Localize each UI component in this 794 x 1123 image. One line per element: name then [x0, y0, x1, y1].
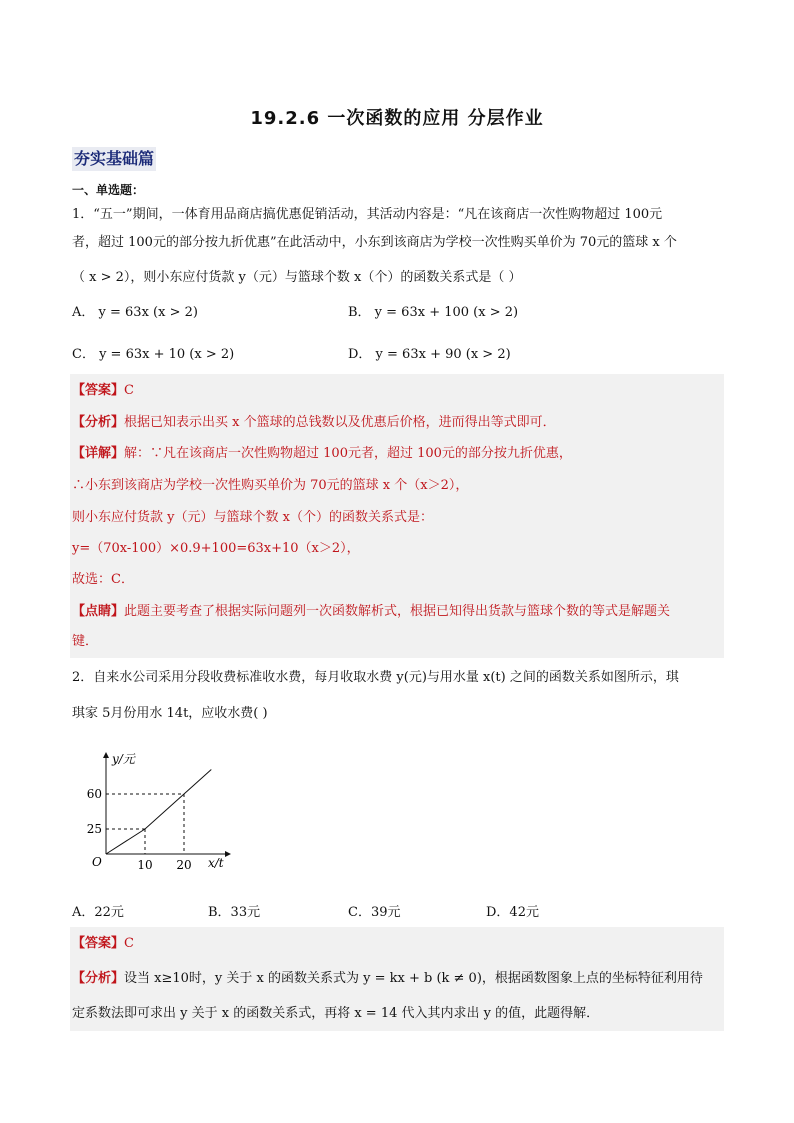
- q1-detail-5: 故选：C．: [72, 572, 134, 587]
- q2-option-a: A．22元: [72, 905, 124, 920]
- q2-option-d: D．42元: [486, 905, 539, 920]
- detail-text-1: 解：∵凡在该商店一次性购物超过 100元者，超过 100元的部分按九折优惠，: [124, 446, 572, 461]
- q1-comment-1: [72, 602, 670, 622]
- x-tick-label: 20: [176, 858, 192, 872]
- analysis-text: 根据已知表示出买 x 个篮球的总钱数以及优惠后价格，进而得出等式即可．: [124, 415, 556, 430]
- comment-tag: 【点睛】: [72, 604, 125, 619]
- fee-line: [106, 770, 211, 855]
- q1-line-3: （ x > 2），则小东应付货款 y（元）与篮球个数 x（个）的函数关系式是（ ）: [72, 270, 522, 285]
- analysis-tag: 【分析】: [72, 971, 125, 986]
- q1-detail-2: ∴小东到该商店为学校一次性购买单价为 70元的篮球 x 个（x＞2），: [72, 478, 469, 493]
- analysis-text-1: 设当 x≥10时，y 关于 x 的函数关系式为 y = kx + b (k ≠ 0)，根据函数图象上点的坐标特征利用待: [124, 971, 703, 986]
- q1-option-a: A． y = 63x (x > 2): [72, 305, 198, 320]
- answer-value: C: [124, 383, 134, 398]
- page-title: 19.2.6 一次函数的应用 分层作业: [250, 108, 544, 129]
- q2-line-2: 琪家 5月份用水 14t，应收水费( ): [72, 706, 268, 721]
- q1-line-1: 1．“五一”期间，一体育用品商店搞优惠促销活动，其活动内容是：“凡在该商店一次性购物超过 100元: [72, 207, 663, 222]
- y-tick-label: 60: [86, 787, 102, 801]
- q2-line-1: 2．自来水公司采用分段收费标准收水费，每月收取水费 y(元)与用水量 x(t) 之间的函数关系如图所示，琪: [72, 670, 679, 685]
- comment-text-1: 此题主要考查了根据实际问题列一次函数解析式，根据已知得出货款与篮球个数的等式是解题关: [124, 604, 671, 619]
- x-tick-label: 10: [137, 858, 153, 872]
- water-fee-chart: [78, 745, 248, 875]
- q1-detail-4: y=（70x-100）×0.9+100=63x+10（x＞2），: [72, 541, 360, 556]
- q1-detail-1: [72, 444, 572, 464]
- detail-tag: 【详解】: [72, 446, 125, 461]
- origin-label: O: [92, 855, 102, 869]
- analysis-tag: 【分析】: [72, 415, 125, 430]
- q2-answer: [72, 934, 134, 954]
- q2-option-c: C．39元: [348, 905, 401, 920]
- q1-comment-2: 键．: [72, 634, 99, 649]
- q1-option-b: B． y = 63x + 100 (x > 2): [348, 305, 519, 320]
- y-axis-label: y/元: [112, 752, 135, 766]
- q2-analysis-1: [72, 969, 703, 989]
- q1-analysis: [72, 413, 556, 433]
- answer-value: C: [124, 936, 134, 951]
- q1-option-c: C． y = 63x + 10 (x > 2): [72, 347, 235, 362]
- q1-answer: [72, 381, 134, 401]
- x-axis-label: x/t: [208, 856, 224, 870]
- q1-detail-3: 则小东应付货款 y（元）与篮球个数 x（个）的函数关系式是：: [72, 510, 433, 525]
- subsection-heading: 一、单选题：: [72, 183, 145, 197]
- y-tick-label: 25: [86, 822, 102, 836]
- q1-line-2: 者，超过 100元的部分按九折优惠”在此活动中，小东到该商店为学校一次性购买单价为 70元的篮球 x 个: [72, 235, 677, 250]
- q1-option-d: D． y = 63x + 90 (x > 2): [348, 347, 511, 362]
- q2-option-b: B．33元: [208, 905, 261, 920]
- section-heading: 夯实基础篇: [72, 147, 156, 171]
- q2-analysis-2: 定系数法即可求出 y 关于 x 的函数关系式，再将 x = 14 代入其内求出 y 的值，此题得解．: [72, 1006, 600, 1021]
- answer-tag: 【答案】: [72, 383, 125, 398]
- answer-tag: 【答案】: [72, 936, 125, 951]
